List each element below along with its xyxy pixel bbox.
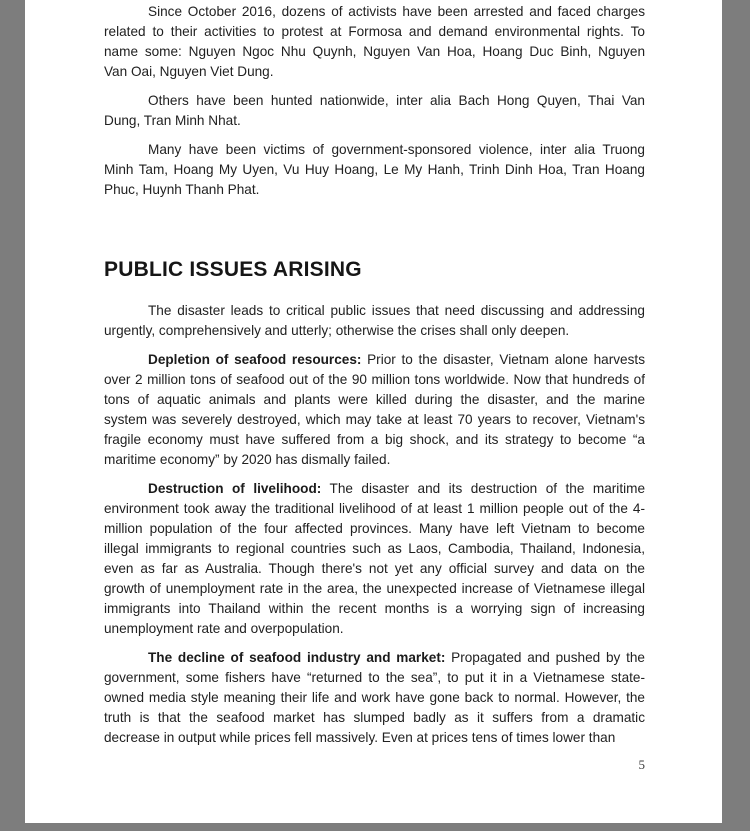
text-line: illegal immigrants to regional countries such as Laos, Cambodia, Thailand, Indonesia, bbox=[104, 541, 645, 556]
paragraph bbox=[104, 91, 645, 131]
text-line: environment took away the traditional livelihood of at least 1 million people out of the 4- bbox=[104, 501, 645, 516]
paragraph bbox=[104, 648, 645, 748]
text-line: system was severely destroyed, which may take at least 70 years to recover, Vietnam's bbox=[104, 412, 645, 427]
text-line: immigrants into Thailand within the recent months is a worrying sign of increasing bbox=[104, 601, 645, 616]
bold-lead: Destruction of livelihood: bbox=[148, 481, 322, 496]
text-line: Van Oai, Nguyen Viet Dung. bbox=[104, 64, 274, 79]
text-line: The disaster leads to critical public issues that need discussing and addressing bbox=[148, 303, 645, 318]
text-line: truth is that the seafood market has slumped badly as it suffers from a dramatic bbox=[104, 710, 645, 725]
paragraph bbox=[104, 479, 645, 639]
text-line: Depletion of seafood resources: Prior to the disaster, Vietnam alone harvests bbox=[148, 352, 645, 367]
page-number: 5 bbox=[638, 757, 645, 772]
section-heading: PUBLIC ISSUES ARISING bbox=[104, 258, 362, 281]
page-content bbox=[25, 0, 722, 773]
text-line: Many have been victims of government-sponsored violence, inter alia Truong bbox=[148, 142, 645, 157]
text-line: tons of aquatic animals and plants were killed during the disaster, and the marine bbox=[104, 392, 645, 407]
text-line: decrease in output while prices fell massively. Even at prices tens of times lower than bbox=[104, 730, 616, 745]
text-line: urgently, comprehensively and utterly; otherwise the crises shall only deepen. bbox=[104, 323, 570, 338]
text-line: owned media style meaning their life and work have gone back to normal. However, the bbox=[104, 690, 645, 705]
text-line: even as far as Australia. Though there's not yet any official survey and data on the bbox=[104, 561, 645, 576]
text-line: fragile economy must have suffered from a big shock, and its strategy to become “a bbox=[104, 432, 645, 447]
text-line: related to their activities to protest at Formosa and demand environmental rights. To bbox=[104, 24, 645, 39]
text-line: maritime economy” by 2020 has dismally failed. bbox=[104, 452, 391, 467]
text-line: Dung, Tran Minh Nhat. bbox=[104, 113, 241, 128]
paragraph bbox=[104, 140, 645, 200]
text-line: The decline of seafood industry and market: Propagated and pushed by the bbox=[148, 650, 645, 665]
text-line: over 2 million tons of seafood out of the 90 million tons worldwide. Now that hundreds of bbox=[104, 372, 645, 387]
bold-lead: The decline of seafood industry and market: bbox=[148, 650, 446, 665]
text-line: unemployment rate and overpopulation. bbox=[104, 621, 344, 636]
bold-lead: Depletion of seafood resources: bbox=[148, 352, 362, 367]
doc-blocks bbox=[104, 2, 645, 748]
text-line: Destruction of livelihood: The disaster and its destruction of the maritime bbox=[148, 481, 645, 496]
text-line: million population of the four affected provinces. Many have left Vietnam to become bbox=[104, 521, 645, 536]
text-line: Phuc, Huynh Thanh Phat. bbox=[104, 182, 260, 197]
text-line: Others have been hunted nationwide, inter alia Bach Hong Quyen, Thai Van bbox=[148, 93, 645, 108]
document-page bbox=[25, 0, 722, 823]
text-line: Since October 2016, dozens of activists have been arrested and faced charges bbox=[148, 4, 645, 19]
text-line: Minh Tam, Hoang My Uyen, Vu Huy Hoang, Le My Hanh, Trinh Dinh Hoa, Tran Hoang bbox=[104, 162, 645, 177]
text-line: government, some fishers have “returned to the sea”, to put it in a Vietnamese state- bbox=[104, 670, 645, 685]
paragraph bbox=[104, 2, 645, 82]
paragraph bbox=[104, 301, 645, 341]
paragraph bbox=[104, 350, 645, 470]
text-line: growth of unemployment rate in the area, the unexpected increase of Vietnamese illegal bbox=[104, 581, 645, 596]
text-line: name some: Nguyen Ngoc Nhu Quynh, Nguyen Van Hoa, Hoang Duc Binh, Nguyen bbox=[104, 44, 645, 59]
